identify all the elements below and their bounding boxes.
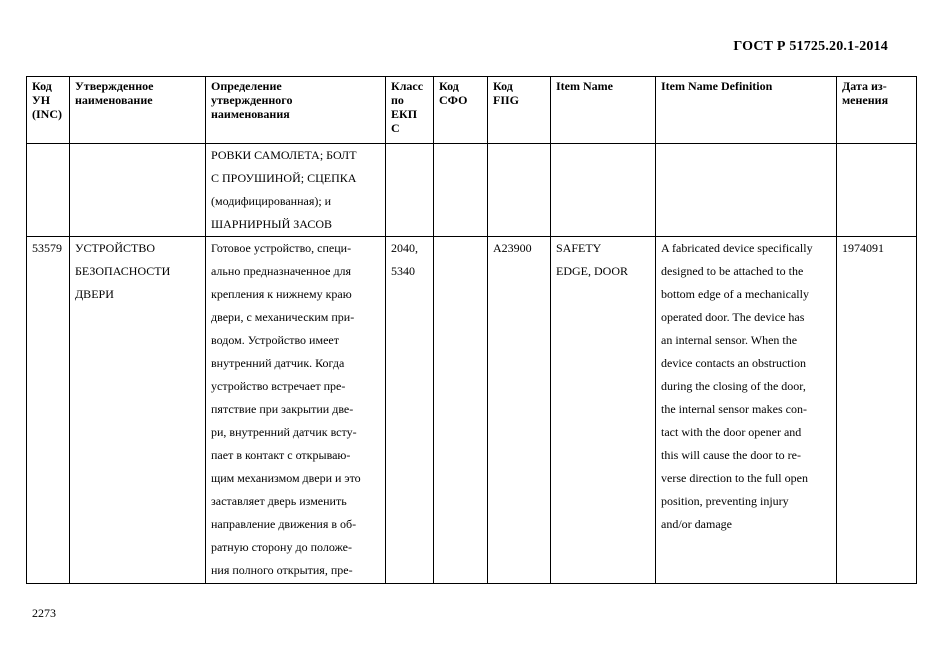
text-line: during the closing of the door, <box>661 379 806 393</box>
text-line: Дата из- <box>842 79 887 93</box>
text-line: Item Name <box>556 79 613 93</box>
text-line: Код <box>493 79 513 93</box>
text-line: operated door. The device has <box>661 310 805 324</box>
table-row <box>27 237 917 584</box>
text-line: Код <box>439 79 459 93</box>
header-class <box>386 77 434 144</box>
text-line: ДВЕРИ <box>75 287 114 301</box>
text-line: A fabricated device specifically <box>661 241 813 255</box>
text-line: (INC) <box>32 107 62 121</box>
text-line: Класс <box>391 79 424 93</box>
cell-class-empty <box>386 144 434 237</box>
text-line: bottom edge of a mechanically <box>661 287 809 301</box>
header-fiig-code <box>488 77 551 144</box>
text-line: внутренний датчик. Когда <box>211 356 345 370</box>
text-line: Код <box>32 79 52 93</box>
cell-change-date <box>837 237 917 584</box>
text-line: 5340 <box>391 264 415 278</box>
text-line: СФО <box>439 93 468 107</box>
cell-item-name-empty <box>551 144 656 237</box>
text-line: по <box>391 93 404 107</box>
cell-inc-empty <box>27 144 70 237</box>
text-line: Item Name Definition <box>661 79 773 93</box>
text-line: РОВКИ САМОЛЕТА; БОЛТ <box>211 148 357 162</box>
document-standard-number: ГОСТ Р 51725.20.1-2014 <box>733 39 888 54</box>
text-line: ратную сторону до положе- <box>211 540 352 554</box>
text-line: крепления к нижнему краю <box>211 287 352 301</box>
text-line: утвержденного <box>211 93 293 107</box>
text-line: УН <box>32 93 51 107</box>
text-line: БЕЗОПАСНОСТИ <box>75 264 171 278</box>
text-line: tact with the door opener and <box>661 425 802 439</box>
header-change-date <box>837 77 917 144</box>
text-line: FIIG <box>493 93 520 107</box>
header-approved-name <box>70 77 206 144</box>
header-inc-code <box>27 77 70 144</box>
text-line: (модифицированная); и <box>211 194 332 208</box>
cell-item-definition-empty <box>656 144 837 237</box>
inc-value: 53579 <box>32 241 62 255</box>
text-line: device contacts an obstruction <box>661 356 806 370</box>
table-header-row <box>27 77 917 144</box>
text-line: С ПРОУШИНОЙ; СЦЕПКА <box>211 171 357 185</box>
text-line: this will cause the door to re- <box>661 448 801 462</box>
cell-approved-name <box>70 237 206 584</box>
text-line: наименование <box>75 93 153 107</box>
text-line: designed to be attached to the <box>661 264 804 278</box>
text-line: ЕКП <box>391 107 418 121</box>
text-line: ШАРНИРНЫЙ ЗАСОВ <box>211 217 333 231</box>
text-line: position, preventing injury <box>661 494 789 508</box>
text-line: Готовое устройство, специ- <box>211 241 352 255</box>
page-number: 2273 <box>32 606 56 620</box>
text-line: EDGE, DOOR <box>556 264 628 278</box>
text-line: ри, внутренний датчик всту- <box>211 425 357 439</box>
header-item-name <box>551 77 656 144</box>
header-definition <box>206 77 386 144</box>
cell-sfo-empty <box>434 144 488 237</box>
text-line: SAFETY <box>556 241 602 255</box>
cell-item-name-definition <box>656 237 837 584</box>
table-row-continuation <box>27 144 917 237</box>
text-line: пятствие при закрытии две- <box>211 402 354 416</box>
text-line: 2040, <box>391 241 418 255</box>
text-line: двери, с механическим при- <box>211 310 355 324</box>
fiig-value: A23900 <box>493 241 532 255</box>
text-line: менения <box>842 93 889 107</box>
text-line: and/or damage <box>661 517 732 531</box>
text-line: щим механизмом двери и это <box>211 471 361 485</box>
text-line: Определение <box>211 79 282 93</box>
text-line: the internal sensor makes con- <box>661 402 807 416</box>
text-line: направление движения в об- <box>211 517 357 531</box>
text-line: УСТРОЙСТВО <box>75 241 155 255</box>
text-line: ния полного открытия, пре- <box>211 563 353 577</box>
cell-item-name <box>551 237 656 584</box>
cell-inc <box>27 237 70 584</box>
header-item-name-definition <box>656 77 837 144</box>
text-line: пает в контакт с открываю- <box>211 448 351 462</box>
text-line: an internal sensor. When the <box>661 333 798 347</box>
text-line: Утвержденное <box>75 79 154 93</box>
text-line: устройство встречает пре- <box>211 379 346 393</box>
header-sfo-code <box>434 77 488 144</box>
text-line: водом. Устройство имеет <box>211 333 339 347</box>
cell-fiig <box>488 237 551 584</box>
change-date-value: 1974091 <box>842 241 884 255</box>
cell-class <box>386 237 434 584</box>
text-line: ально предназначенное для <box>211 264 352 278</box>
cell-definition <box>206 237 386 584</box>
text-line: наименования <box>211 107 290 121</box>
cell-change-date-empty <box>837 144 917 237</box>
cell-sfo <box>434 237 488 584</box>
cell-fiig-empty <box>488 144 551 237</box>
text-line: verse direction to the full open <box>661 471 808 485</box>
cell-definition-continued <box>206 144 386 237</box>
text-line: С <box>391 121 400 135</box>
text-line: заставляет дверь изменить <box>211 494 347 508</box>
catalog-table <box>26 76 917 584</box>
cell-approved-name-empty <box>70 144 206 237</box>
